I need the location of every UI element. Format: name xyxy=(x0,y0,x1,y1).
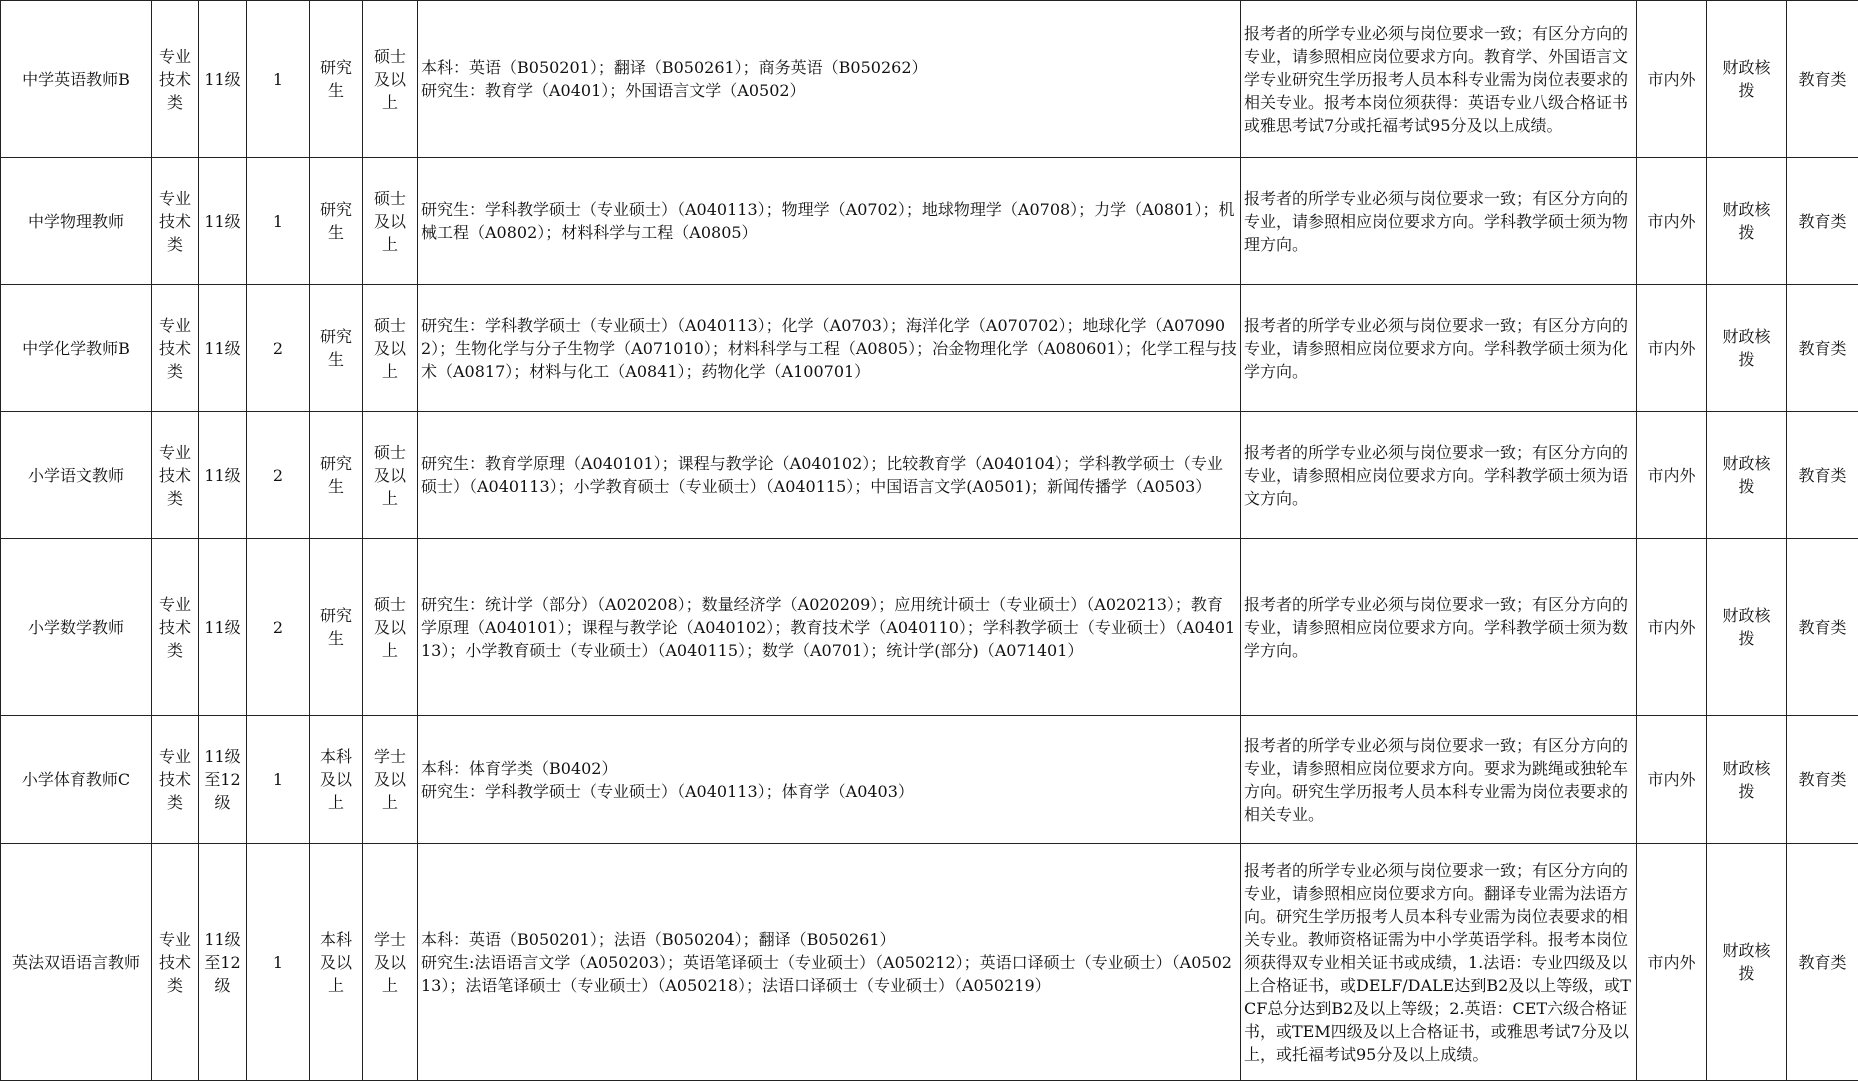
degree-line: 及以 xyxy=(366,210,414,233)
education-line: 研究 xyxy=(313,452,359,475)
education-line: 及以 xyxy=(313,768,359,791)
education-line: 研究 xyxy=(313,56,359,79)
headcount-cell: 1 xyxy=(247,158,310,285)
headcount-cell: 2 xyxy=(247,285,310,412)
position-name-cell: 中学化学教师B xyxy=(1,285,152,412)
degree-line: 及以 xyxy=(366,337,414,360)
education-line: 及以 xyxy=(313,951,359,974)
headcount-cell: 1 xyxy=(247,1,310,158)
degree-cell xyxy=(363,412,418,539)
degree-line: 及以 xyxy=(366,68,414,91)
region-cell: 市内外 xyxy=(1637,158,1707,285)
funding-line: 拨 xyxy=(1710,780,1783,803)
degree-cell xyxy=(363,285,418,412)
region-cell: 市内外 xyxy=(1637,412,1707,539)
funding-line: 财政核 xyxy=(1710,56,1783,79)
category-line: 技术 xyxy=(155,210,195,233)
position-name-cell: 小学体育教师C xyxy=(1,716,152,844)
degree-line: 硕士 xyxy=(366,45,414,68)
category-line: 类 xyxy=(155,233,195,256)
funding-cell xyxy=(1707,1,1787,158)
degree-line: 上 xyxy=(366,360,414,383)
position-type-cell: 教育类 xyxy=(1787,539,1858,716)
position-name-cell: 小学语文教师 xyxy=(1,412,152,539)
region-cell: 市内外 xyxy=(1637,844,1707,1081)
funding-line: 拨 xyxy=(1710,348,1783,371)
funding-line: 拨 xyxy=(1710,962,1783,985)
funding-line: 财政核 xyxy=(1710,325,1783,348)
degree-cell xyxy=(363,158,418,285)
notes-cell: 报考者的所学专业必须与岗位要求一致；有区分方向的专业，请参照相应岗位要求方向。学科教学硕士须为数学方向。 xyxy=(1241,539,1637,716)
notes-cell: 报考者的所学专业必须与岗位要求一致；有区分方向的专业，请参照相应岗位要求方向。翻译专业需为法语方向。研究生学历报考人员本科专业需为岗位表要求的相关专业。教师资格证需为中小学英语学科。报考本岗位须获得双专业相关证书或成绩，1.法语：专业四级及以上合格证书，或DELF/DALE达到B2及以上等级，或TCF总分达到B2及以上等级；2.英语：CET六级合格证书，或TEM四级及以上合格证书，或雅思考试7分及以上，或托福考试95分及以上成绩。 xyxy=(1241,844,1637,1081)
category-cell xyxy=(152,716,199,844)
position-name-cell: 中学英语教师B xyxy=(1,1,152,158)
funding-line: 财政核 xyxy=(1710,757,1783,780)
degree-cell xyxy=(363,716,418,844)
education-line: 生 xyxy=(313,79,359,102)
funding-line: 财政核 xyxy=(1710,452,1783,475)
funding-line: 拨 xyxy=(1710,221,1783,244)
funding-line: 拨 xyxy=(1710,475,1783,498)
region-cell: 市内外 xyxy=(1637,1,1707,158)
category-cell xyxy=(152,412,199,539)
position-type-cell: 教育类 xyxy=(1787,1,1858,158)
grade-line: 级 xyxy=(202,791,243,814)
category-line: 专业 xyxy=(155,745,195,768)
degree-line: 上 xyxy=(366,974,414,997)
category-line: 技术 xyxy=(155,68,195,91)
funding-line: 财政核 xyxy=(1710,939,1783,962)
degree-line: 上 xyxy=(366,487,414,510)
position-name-cell: 中学物理教师 xyxy=(1,158,152,285)
category-cell xyxy=(152,285,199,412)
category-line: 类 xyxy=(155,974,195,997)
education-line: 生 xyxy=(313,475,359,498)
education-line: 上 xyxy=(313,974,359,997)
category-line: 技术 xyxy=(155,951,195,974)
degree-line: 学士 xyxy=(366,928,414,951)
majors-cell xyxy=(418,158,1241,285)
degree-line: 及以 xyxy=(366,464,414,487)
table-body xyxy=(1,1,1858,1081)
funding-line: 财政核 xyxy=(1710,198,1783,221)
education-line: 生 xyxy=(313,221,359,244)
grade-line: 11级 xyxy=(202,210,243,233)
region-cell: 市内外 xyxy=(1637,539,1707,716)
education-line: 生 xyxy=(313,627,359,650)
majors-line: 本科：英语（B050201）；翻译（B050261）；商务英语（B050262） xyxy=(421,56,1237,79)
position-type-cell: 教育类 xyxy=(1787,158,1858,285)
majors-line: 研究生：教育学（A0401）；外国语言文学（A0502） xyxy=(421,79,1237,102)
degree-line: 硕士 xyxy=(366,314,414,337)
category-line: 专业 xyxy=(155,441,195,464)
funding-line: 财政核 xyxy=(1710,604,1783,627)
notes-cell: 报考者的所学专业必须与岗位要求一致；有区分方向的专业，请参照相应岗位要求方向。学科教学硕士须为物理方向。 xyxy=(1241,158,1637,285)
table-row xyxy=(1,716,1858,844)
position-name-cell: 小学数学教师 xyxy=(1,539,152,716)
grade-cell xyxy=(199,158,247,285)
majors-cell xyxy=(418,844,1241,1081)
category-cell xyxy=(152,158,199,285)
majors-line: 研究生：学科教学硕士（专业硕士）（A040113）；物理学（A0702）；地球物理学（A0708）；力学（A0801）；机械工程（A0802）；材料科学与工程（A0805） xyxy=(421,198,1237,244)
education-cell xyxy=(310,285,363,412)
funding-cell xyxy=(1707,539,1787,716)
majors-cell xyxy=(418,1,1241,158)
degree-cell xyxy=(363,1,418,158)
degree-cell xyxy=(363,844,418,1081)
category-line: 技术 xyxy=(155,616,195,639)
position-type-cell: 教育类 xyxy=(1787,412,1858,539)
grade-line: 11级 xyxy=(202,745,243,768)
grade-cell xyxy=(199,1,247,158)
majors-cell xyxy=(418,285,1241,412)
category-line: 类 xyxy=(155,360,195,383)
degree-line: 上 xyxy=(366,791,414,814)
region-cell: 市内外 xyxy=(1637,716,1707,844)
table-row xyxy=(1,1,1858,158)
notes-cell: 报考者的所学专业必须与岗位要求一致；有区分方向的专业，请参照相应岗位要求方向。学科教学硕士须为化学方向。 xyxy=(1241,285,1637,412)
category-line: 类 xyxy=(155,639,195,662)
category-line: 专业 xyxy=(155,187,195,210)
category-line: 类 xyxy=(155,487,195,510)
majors-line: 研究生：统计学（部分）（A020208）；数量经济学（A020209）；应用统计硕士（专业硕士）（A020213）；教育学原理（A040101）；课程与教学论（A040102）；教育技术学（A040110）；学科教学硕士（专业硕士）（A040113）；小学教育硕士（专业硕士）（A040115）；数学（A0701）；统计学(部分)（A071401） xyxy=(421,593,1237,662)
grade-cell xyxy=(199,412,247,539)
majors-cell xyxy=(418,412,1241,539)
degree-line: 硕士 xyxy=(366,187,414,210)
category-line: 专业 xyxy=(155,314,195,337)
funding-cell xyxy=(1707,285,1787,412)
education-line: 本科 xyxy=(313,745,359,768)
degree-line: 及以 xyxy=(366,768,414,791)
education-cell xyxy=(310,158,363,285)
category-line: 类 xyxy=(155,91,195,114)
table-row xyxy=(1,285,1858,412)
education-line: 上 xyxy=(313,791,359,814)
degree-line: 及以 xyxy=(366,951,414,974)
position-type-cell: 教育类 xyxy=(1787,285,1858,412)
category-line: 类 xyxy=(155,791,195,814)
funding-cell xyxy=(1707,844,1787,1081)
table-row xyxy=(1,539,1858,716)
grade-line: 11级 xyxy=(202,464,243,487)
majors-line: 本科：体育学类（B0402） xyxy=(421,757,1237,780)
degree-line: 上 xyxy=(366,91,414,114)
education-cell xyxy=(310,1,363,158)
degree-line: 上 xyxy=(366,233,414,256)
grade-cell xyxy=(199,844,247,1081)
majors-line: 研究生：学科教学硕士（专业硕士）（A040113）；体育学（A0403） xyxy=(421,780,1237,803)
degree-line: 上 xyxy=(366,639,414,662)
grade-line: 11级 xyxy=(202,928,243,951)
education-cell xyxy=(310,844,363,1081)
majors-line: 研究生：学科教学硕士（专业硕士）（A040113）；化学（A0703）；海洋化学（A070702）；地球化学（A070902）；生物化学与分子生物学（A071010）；材料科学与工程（A0805）；冶金物理化学（A080601）；化学工程与技术（A0817）；材料与化工（A0841）；药物化学（A100701） xyxy=(421,314,1237,383)
degree-line: 及以 xyxy=(366,616,414,639)
grade-line: 至12 xyxy=(202,768,243,791)
funding-line: 拨 xyxy=(1710,79,1783,102)
funding-cell xyxy=(1707,158,1787,285)
grade-line: 11级 xyxy=(202,337,243,360)
category-line: 专业 xyxy=(155,928,195,951)
position-type-cell: 教育类 xyxy=(1787,716,1858,844)
grade-cell xyxy=(199,539,247,716)
majors-line: 本科：英语（B050201）；法语（B050204）；翻译（B050261） xyxy=(421,928,1237,951)
funding-cell xyxy=(1707,412,1787,539)
headcount-cell: 2 xyxy=(247,539,310,716)
education-line: 研究 xyxy=(313,325,359,348)
degree-cell xyxy=(363,539,418,716)
headcount-cell: 1 xyxy=(247,844,310,1081)
category-line: 技术 xyxy=(155,337,195,360)
table-row xyxy=(1,412,1858,539)
education-line: 本科 xyxy=(313,928,359,951)
funding-cell xyxy=(1707,716,1787,844)
category-line: 专业 xyxy=(155,593,195,616)
category-cell xyxy=(152,539,199,716)
notes-cell: 报考者的所学专业必须与岗位要求一致；有区分方向的专业，请参照相应岗位要求方向。教育学、外国语言文学专业研究生学历报考人员本科专业需为岗位表要求的相关专业。报考本岗位须获得：英语专业八级合格证书或雅思考试7分或托福考试95分及以上成绩。 xyxy=(1241,1,1637,158)
category-line: 技术 xyxy=(155,464,195,487)
notes-cell: 报考者的所学专业必须与岗位要求一致；有区分方向的专业，请参照相应岗位要求方向。要求为跳绳或独轮车方向。研究生学历报考人员本科专业需为岗位表要求的相关专业。 xyxy=(1241,716,1637,844)
education-line: 生 xyxy=(313,348,359,371)
education-cell xyxy=(310,539,363,716)
grade-line: 级 xyxy=(202,974,243,997)
education-cell xyxy=(310,716,363,844)
funding-line: 拨 xyxy=(1710,627,1783,650)
grade-cell xyxy=(199,285,247,412)
education-line: 研究 xyxy=(313,198,359,221)
grade-line: 至12 xyxy=(202,951,243,974)
education-cell xyxy=(310,412,363,539)
headcount-cell: 2 xyxy=(247,412,310,539)
education-line: 研究 xyxy=(313,604,359,627)
category-cell xyxy=(152,1,199,158)
degree-line: 硕士 xyxy=(366,593,414,616)
majors-cell xyxy=(418,716,1241,844)
majors-line: 研究生：教育学原理（A040101）；课程与教学论（A040102）；比较教育学（A040104）；学科教学硕士（专业硕士）（A040113）；小学教育硕士（专业硕士）（A040115）；中国语言文学(A0501)；新闻传播学（A0503） xyxy=(421,452,1237,498)
category-line: 专业 xyxy=(155,45,195,68)
notes-cell: 报考者的所学专业必须与岗位要求一致；有区分方向的专业，请参照相应岗位要求方向。学科教学硕士须为语文方向。 xyxy=(1241,412,1637,539)
region-cell: 市内外 xyxy=(1637,285,1707,412)
position-name-cell: 英法双语语言教师 xyxy=(1,844,152,1081)
grade-cell xyxy=(199,716,247,844)
headcount-cell: 1 xyxy=(247,716,310,844)
degree-line: 学士 xyxy=(366,745,414,768)
category-cell xyxy=(152,844,199,1081)
majors-line: 研究生:法语语言文学（A050203）；英语笔译硕士（专业硕士）（A050212）；英语口译硕士（专业硕士）（A050213）；法语笔译硕士（专业硕士）（A050218）；法语口译硕士（专业硕士）（A050219） xyxy=(421,951,1237,997)
majors-cell xyxy=(418,539,1241,716)
position-type-cell: 教育类 xyxy=(1787,844,1858,1081)
grade-line: 11级 xyxy=(202,68,243,91)
grade-line: 11级 xyxy=(202,616,243,639)
degree-line: 硕士 xyxy=(366,441,414,464)
category-line: 技术 xyxy=(155,768,195,791)
table-row xyxy=(1,158,1858,285)
table-row xyxy=(1,844,1858,1081)
